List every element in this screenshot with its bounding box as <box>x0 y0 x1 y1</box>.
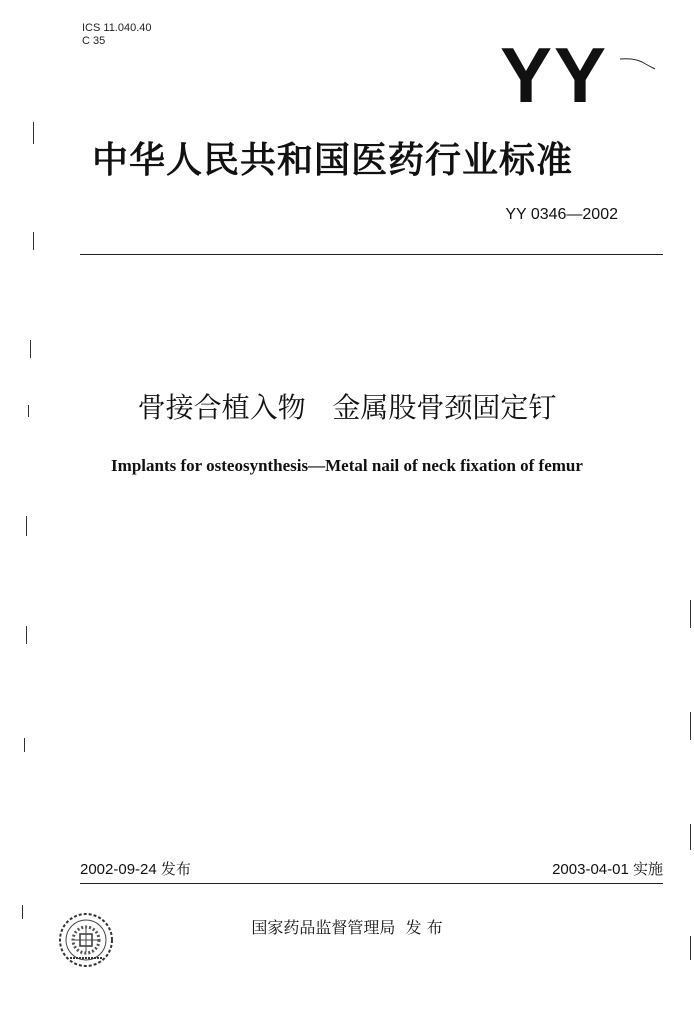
issuing-authority: 国家药品监督管理局 发 布 <box>251 918 443 937</box>
ics-code: ICS 11.040.40 <box>82 22 152 34</box>
footer-divider <box>80 883 663 884</box>
scan-mark <box>26 516 27 536</box>
industry-standard-title: 中华人民共和国医药行业标准 <box>92 140 574 181</box>
publish-date: 2002-09-24 发布 <box>80 861 191 878</box>
scan-mark <box>690 712 691 740</box>
scan-mark <box>30 340 31 358</box>
scan-mark <box>33 232 34 250</box>
scan-mark <box>33 122 34 144</box>
scan-mark <box>26 626 27 644</box>
header-divider <box>80 254 663 255</box>
scan-mark <box>690 936 691 960</box>
scan-mark <box>690 824 691 850</box>
standard-number: YY 0346—2002 <box>505 206 618 223</box>
scan-mark <box>28 405 29 417</box>
scan-mark <box>24 738 25 752</box>
scan-mark <box>22 905 23 919</box>
ccs-code: C 35 <box>82 35 106 47</box>
document-title-en: Implants for osteosynthesis—Metal nail of neck fixation of femur <box>111 456 583 475</box>
yy-logo: YY <box>500 31 609 119</box>
implement-date: 2003-04-01 实施 <box>552 861 663 878</box>
scan-mark <box>690 600 691 628</box>
logo-swoosh-icon <box>620 56 656 70</box>
classification-codes <box>82 22 152 48</box>
document-title-cn: 骨接合植入物 金属股骨颈固定钉 <box>137 391 557 424</box>
